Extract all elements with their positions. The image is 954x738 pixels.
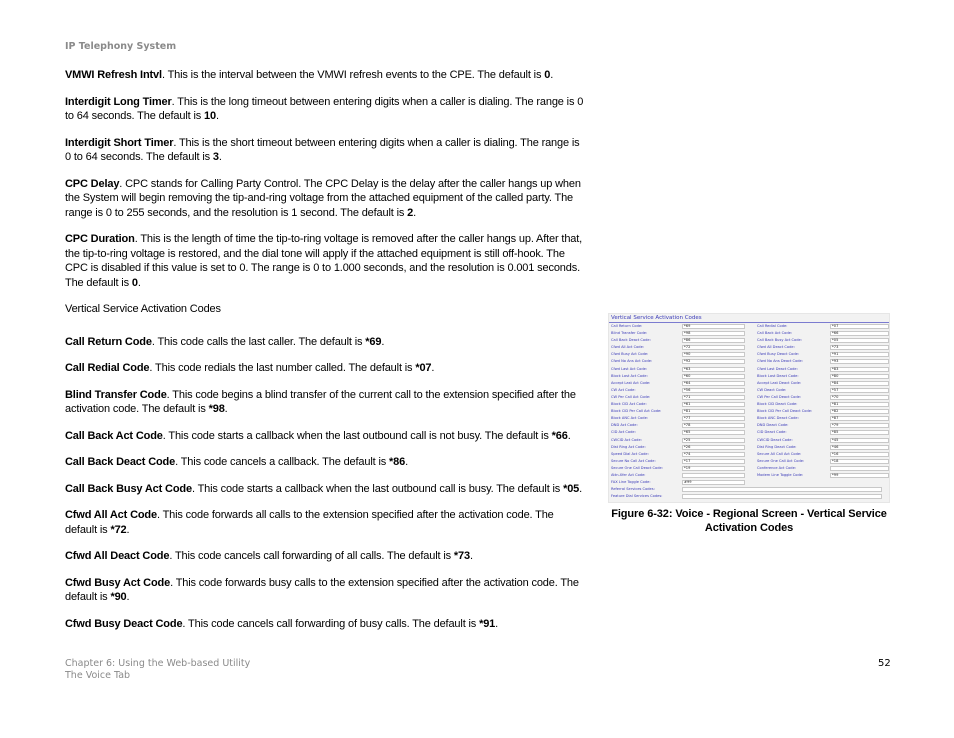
sentence-end: .: [469, 550, 473, 562]
figure-field-label: Cfwd Busy Deact Code:: [757, 352, 800, 357]
figure-field-label: Modem Line Toggle Code:: [757, 472, 804, 477]
figure-field-input[interactable]: *70: [830, 395, 889, 400]
figure-field-input[interactable]: *17: [682, 459, 745, 464]
figure-row: [609, 387, 889, 394]
description-text: This code cancels call forwarding of busy calls. The default is: [188, 617, 480, 630]
description-text: This code redials the last number called. The default is: [155, 362, 416, 374]
figure-field-label: Block ANC Deact Code:: [757, 416, 799, 421]
figure-field-label: Call Return Code:: [611, 324, 643, 328]
figure-field-label: Speed Dial Act Code:: [611, 451, 649, 456]
description-paragraph: [65, 136, 587, 165]
figure-field-label: CID Act Code:: [611, 430, 636, 435]
term-separator: .: [156, 509, 163, 521]
figure-field-input[interactable]: *98: [682, 331, 745, 336]
figure-caption: Figure 6-32: Voice - Regional Screen - Vertical Service Activation Codes: [611, 508, 887, 534]
figure-field-input[interactable]: *45: [830, 438, 889, 443]
figure-field-input[interactable]: *90: [682, 352, 745, 357]
default-value: 10: [204, 110, 216, 122]
sentence-end: .: [126, 591, 130, 603]
description-paragraph: [65, 95, 587, 124]
figure-field-input[interactable]: *18: [830, 459, 889, 464]
figure-row: [609, 458, 889, 465]
figure-field-input[interactable]: *86: [682, 338, 745, 343]
figure-field-label: Secure No Call Act Code:: [611, 458, 656, 463]
figure-field-input[interactable]: [682, 473, 745, 478]
figure-field-input[interactable]: *92: [682, 359, 745, 364]
figure-field-label: Blind Transfer Code:: [611, 331, 648, 336]
figure-field-label: Call Back Busy Act Code:: [757, 338, 802, 343]
description-text: This code starts a callback when the last outbound call is busy. The default is: [197, 482, 564, 495]
term-separator: .: [119, 177, 126, 190]
parameter-term: Interdigit Short Timer: [65, 136, 174, 149]
default-value: *73: [453, 550, 470, 562]
figure-field-input[interactable]: *05: [830, 338, 889, 343]
figure-field-label: Block CID Per Call Act Code:: [611, 409, 662, 414]
figure-row: [609, 366, 889, 373]
figure-field-label: CW Per Call Act Code:: [611, 394, 651, 399]
page-number: 52: [878, 658, 891, 669]
description-paragraph: [65, 388, 587, 417]
term-separator: .: [171, 95, 178, 108]
default-value: *72: [110, 523, 127, 536]
section-heading: Vertical Service Activation Codes: [65, 303, 221, 315]
figure-row: [609, 422, 889, 429]
description-paragraph: [65, 232, 587, 290]
parameter-term: Call Back Act Code: [65, 429, 163, 442]
parameter-term: Blind Transfer Code: [65, 388, 167, 401]
term-separator: .: [175, 456, 181, 468]
figure-field-label: Feature Dial Services Codes:: [611, 494, 663, 499]
figure-row: [609, 344, 889, 351]
parameter-term: CPC Duration: [65, 233, 135, 245]
default-value: *98: [208, 403, 225, 415]
parameter-term: VMWI Refresh Intvl: [65, 69, 162, 81]
sentence-end: .: [495, 617, 499, 630]
term-separator: .: [166, 388, 173, 401]
description-text: This code begins a blind transfer of the current call to the extension specified after the activation code. The default is: [65, 388, 576, 415]
figure-row: [609, 451, 889, 458]
parameter-term: Call Back Deact Code: [65, 456, 176, 468]
parameter-term: CPC Delay: [65, 177, 120, 190]
figure-field-label: Block ANC Act Code:: [611, 416, 648, 421]
description-text: This code calls the last caller. The default is: [157, 335, 366, 348]
figure-row: [609, 394, 889, 401]
figure-field-label: Call Back Deact Code:: [611, 338, 651, 343]
figure-field-label: Cfwd No Ans Act Code:: [611, 359, 653, 364]
default-value: 2: [407, 206, 414, 219]
figure-field-input[interactable]: *61: [682, 402, 745, 407]
figure-field-input[interactable]: *73: [830, 345, 889, 350]
default-value: *07: [415, 362, 432, 374]
description-text: This is the short timeout between entering digits when a caller is dialing. The range is 0 to 64 seconds. The default is: [65, 136, 580, 163]
figure-field-label: Cfwd All Act Code:: [611, 345, 645, 350]
figure-row: [609, 415, 889, 422]
description-text: This code starts a callback when the last outbound call is not busy. The default is: [168, 429, 552, 442]
figure-field-label: Referral Services Codes:: [611, 487, 655, 492]
figure-field-label: CW Per Call Deact Code:: [757, 394, 802, 399]
description-paragraph: [65, 177, 587, 221]
sentence-end: .: [413, 206, 417, 219]
figure-field-input[interactable]: *56: [682, 388, 745, 393]
figure-row: [609, 437, 889, 444]
figure-field-input[interactable]: *72: [682, 345, 745, 350]
figure-field-input[interactable]: *83: [830, 367, 889, 372]
body-column: [65, 68, 587, 643]
figure-row: [609, 486, 889, 493]
figure-row: [609, 330, 889, 337]
description-text: This is the long timeout between entering digits when a caller is dialing. The range is 0 to 64 seconds. The default is: [65, 95, 584, 122]
term-separator: .: [191, 482, 198, 495]
figure-row: [609, 337, 889, 344]
figure-field-label: Block CID Deact Code:: [757, 402, 798, 407]
figure-field-input[interactable]: [830, 466, 889, 471]
parameter-term: Call Back Busy Act Code: [65, 482, 192, 495]
figure-field-input[interactable]: *25: [682, 438, 745, 443]
description-paragraph: [65, 482, 587, 497]
figure-field-label: Cfwd No Ans Deact Code:: [757, 359, 803, 364]
default-value: *05: [563, 482, 580, 495]
figure-field-input[interactable]: *77: [682, 416, 745, 421]
term-separator: .: [151, 335, 158, 348]
figure-field-input[interactable]: *79: [830, 423, 889, 428]
description-paragraph: [65, 617, 587, 632]
default-value: 0: [544, 69, 551, 81]
term-separator: .: [182, 617, 189, 630]
figure-row: [609, 358, 889, 365]
term-separator: .: [134, 233, 141, 245]
figure-field-input[interactable]: *81: [682, 409, 745, 414]
sentence-end: .: [579, 482, 583, 495]
figure-field-input[interactable]: *93: [830, 359, 889, 364]
figure-field-label: Block Last Act Code:: [611, 373, 648, 378]
description-paragraph: [65, 549, 587, 564]
footer-chapter: Chapter 6: Using the Web-based Utility: [65, 658, 251, 669]
sentence-end: .: [218, 151, 222, 163]
description-text: This code forwards busy calls to the extension specified after the activation code. The default is: [65, 576, 579, 603]
figure-field-label: FAX Line Toggle Code:: [611, 480, 651, 485]
figure-row: [609, 380, 889, 387]
figure-field-input[interactable]: *74: [682, 452, 745, 457]
description-text: This is the interval between the VMWI refresh events to the CPE. The default is: [167, 69, 545, 81]
sentence-end: .: [126, 523, 130, 536]
parameter-term: Cfwd Busy Act Code: [65, 576, 171, 589]
figure-field-label: Cfwd Busy Act Code:: [611, 352, 649, 357]
figure-field-label: Cfwd Last Act Code:: [611, 366, 648, 371]
parameter-descriptions: [65, 68, 587, 290]
figure-field-input[interactable]: *65: [682, 430, 745, 435]
figure-row: [609, 493, 889, 500]
figure-field-input[interactable]: *66: [830, 331, 889, 336]
figure-field-label: DND Act Code:: [611, 423, 638, 428]
figure-field-input[interactable]: *99: [830, 473, 889, 478]
description-text: This code cancels call forwarding of all calls. The default is: [174, 550, 454, 562]
figure-field-input[interactable]: *07: [830, 324, 889, 329]
figure-field-label: Conference Act Code:: [757, 465, 797, 470]
figure-field-label: Block CID Per Call Deact Code:: [757, 409, 813, 414]
figure-field-label: CW Deact Code:: [757, 387, 787, 392]
figure-field-input[interactable]: *60: [682, 374, 745, 379]
figure-field-label: Call Redial Code:: [757, 324, 788, 328]
figure-field-input[interactable]: *78: [682, 423, 745, 428]
default-value: *91: [479, 617, 496, 630]
figure-field-input[interactable]: *46: [830, 445, 889, 450]
figure-field-input[interactable]: *63: [682, 367, 745, 372]
figure-field-input[interactable]: [682, 487, 882, 492]
figure-field-label: Block CID Act Code:: [611, 402, 647, 407]
figure-field-label: DND Deact Code:: [757, 423, 789, 428]
default-value: 3: [212, 151, 219, 163]
figure-field-label: Attn-Xfer Act Code:: [611, 472, 646, 477]
sentence-end: .: [215, 110, 219, 122]
figure-row: [609, 444, 889, 451]
figure-field-input[interactable]: *84: [830, 381, 889, 386]
figure-field-input[interactable]: *87: [830, 416, 889, 421]
figure-field-input[interactable]: *80: [830, 374, 889, 379]
sentence-end: .: [567, 429, 571, 442]
footer: [65, 658, 250, 681]
figure-field-label: CWCID Act Code:: [611, 437, 642, 442]
figure-field-input[interactable]: *69: [682, 324, 745, 329]
parameter-term: Call Redial Code: [65, 362, 150, 374]
default-value: *66: [551, 429, 568, 442]
figure-row: [609, 408, 889, 415]
description-paragraph: [65, 335, 587, 350]
figure-field-label: Secure One Call Act Code:: [757, 458, 805, 463]
figure-field-label: Accept Last Act Code:: [611, 380, 651, 385]
parameter-term: Call Return Code: [65, 335, 152, 348]
figure-field-input[interactable]: *85: [830, 430, 889, 435]
default-value: *90: [110, 591, 127, 603]
figure-field-input[interactable]: [682, 494, 882, 499]
figure-field-input[interactable]: #99: [682, 480, 745, 485]
figure-row: [609, 479, 889, 486]
description-paragraph: [65, 576, 587, 605]
figure-field-input[interactable]: *26: [682, 445, 745, 450]
description-paragraph: [65, 68, 587, 83]
figure-field-label: CWCID Deact Code:: [757, 437, 793, 442]
sentence-end: .: [137, 276, 141, 289]
parameter-term: Cfwd Busy Deact Code: [65, 617, 183, 630]
description-paragraph: [65, 455, 587, 470]
term-separator: .: [162, 429, 169, 442]
figure-row: [609, 373, 889, 380]
figure-field-input[interactable]: *57: [830, 388, 889, 393]
footer-section: The Voice Tab: [65, 669, 131, 681]
figure-row: [609, 465, 889, 472]
figure-field-input[interactable]: *91: [830, 352, 889, 357]
figure-field-label: Cfwd All Deact Code:: [757, 345, 795, 350]
figure-field-input[interactable]: *64: [682, 381, 745, 386]
description-text: This code cancels a callback. The default is: [180, 456, 390, 468]
figure-field-label: Secure All Call Act Code:: [757, 451, 802, 456]
description-paragraph: [65, 429, 587, 444]
default-value: *86: [389, 456, 406, 468]
sentence-end: .: [224, 403, 228, 415]
figure-table: [609, 323, 889, 500]
figure-field-input[interactable]: *19: [682, 466, 745, 471]
description-text: This code forwards all calls to the extension specified after the activation code. The default is: [65, 509, 554, 536]
code-descriptions: [65, 335, 587, 632]
description-text: CPC stands for Calling Party Control. The CPC Delay is the delay after the caller hangs up when the System will begin removing the tip-and-ring voltage from the attached equipment of the called party. The range is 0 to 255 seconds, and the resolution is 1 second. The default is: [65, 177, 581, 219]
term-separator: .: [161, 69, 168, 81]
figure-field-label: Dist Ring Act Code:: [611, 444, 646, 449]
figure-row: [609, 401, 889, 408]
parameter-term: Interdigit Long Timer: [65, 95, 172, 108]
figure-field-label: Call Back Act Code:: [757, 331, 793, 336]
description-paragraph: [65, 508, 587, 537]
sentence-end: .: [550, 69, 554, 81]
sentence-end: .: [431, 362, 435, 374]
figure-field-input[interactable]: *16: [830, 452, 889, 457]
sentence-end: .: [405, 456, 408, 468]
term-separator: .: [170, 576, 176, 589]
figure-field-input[interactable]: *82: [830, 409, 889, 414]
figure-field-input[interactable]: *71: [682, 395, 745, 400]
figure-field-label: CID Deact Code:: [757, 430, 787, 435]
term-separator: .: [173, 136, 179, 149]
sentence-end: .: [381, 335, 385, 348]
description-text: This is the length of time the tip-to-ring voltage is removed after the caller hangs up. After that, the tip-to-ring voltage is restored, and the dial tone will apply if the attached equipment is still off-hook. The CPC is disabled if this value is set to 0. The range is 0 to 1.000 seconds, and the resolution is 0.001 seconds. The default is: [65, 233, 583, 289]
figure-field-input[interactable]: *81: [830, 402, 889, 407]
figure-field-label: Dist Ring Deact Code:: [757, 444, 797, 449]
figure-field-label: CW Act Code:: [611, 387, 636, 392]
figure-screenshot: [608, 313, 890, 503]
figure-row: [609, 429, 889, 436]
term-separator: .: [169, 550, 175, 562]
figure-title: Vertical Service Activation Codes: [609, 314, 889, 323]
figure-row: [609, 351, 889, 358]
figure-row: [609, 323, 889, 330]
figure-field-label: Secure One Call Deact Code:: [611, 465, 663, 470]
description-paragraph: [65, 361, 587, 376]
figure-row: [609, 472, 889, 479]
default-value: *69: [365, 335, 382, 348]
figure-field-label: Cfwd Last Deact Code:: [757, 366, 798, 371]
figure-field-label: Accept Last Deact Code:: [757, 380, 802, 385]
default-value: 0: [131, 276, 138, 289]
figure-field-label: Block Last Deact Code:: [757, 373, 799, 378]
running-header: IP Telephony System: [65, 41, 177, 52]
parameter-term: Cfwd All Act Code: [65, 509, 157, 521]
term-separator: .: [149, 362, 156, 374]
parameter-term: Cfwd All Deact Code: [65, 550, 170, 562]
